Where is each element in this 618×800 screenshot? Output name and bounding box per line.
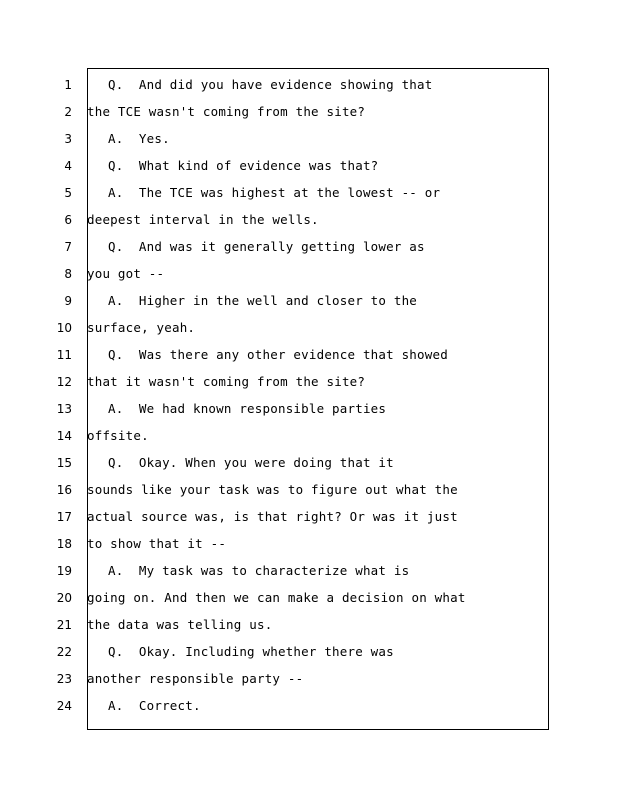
transcript-line [0,426,560,446]
line-text: Q. And did you have evidence showing that [108,77,433,92]
line-number: 11 [56,348,72,362]
line-text: another responsible party -- [87,671,304,686]
line-text: the data was telling us. [87,617,273,632]
line-number: 17 [56,510,72,524]
transcript-line [0,372,560,392]
line-text: going on. And then we can make a decision on what [87,590,466,605]
line-text: you got -- [87,266,165,281]
transcript-line [0,561,560,581]
line-text: A. Higher in the well and closer to the [108,293,418,308]
line-text: deepest interval in the wells. [87,212,319,227]
line-text: offsite. [87,428,149,443]
line-number: 6 [64,213,72,227]
transcript-line [0,615,560,635]
transcript-line [0,75,560,95]
line-number: 7 [64,240,72,254]
transcript-line [0,453,560,473]
line-text: A. The TCE was highest at the lowest -- or [108,185,441,200]
transcript-line [0,507,560,527]
line-number: 24 [56,699,72,713]
line-text: the TCE wasn't coming from the site? [87,104,366,119]
transcript-line [0,237,560,257]
line-number: 16 [56,483,72,497]
transcript-line [0,399,560,419]
line-number: 20 [56,591,72,605]
line-number: 13 [56,402,72,416]
line-number: 2 [64,105,72,119]
line-number: 5 [64,186,72,200]
transcript-line [0,318,560,338]
line-text: that it wasn't coming from the site? [87,374,366,389]
transcript-line [0,696,560,716]
line-number: 12 [56,375,72,389]
transcript-line [0,210,560,230]
transcript-line [0,669,560,689]
line-text: Q. Was there any other evidence that showed [108,347,448,362]
line-number: 3 [64,132,72,146]
line-number: 23 [56,672,72,686]
transcript-line [0,102,560,122]
line-number: 8 [64,267,72,281]
line-number: 18 [56,537,72,551]
transcript-line [0,588,560,608]
line-text: Q. And was it generally getting lower as [108,239,425,254]
line-text: A. My task was to characterize what is [108,563,410,578]
line-number: 9 [64,294,72,308]
line-text: A. Correct. [108,698,201,713]
line-text: Q. Okay. When you were doing that it [108,455,394,470]
transcript-line [0,129,560,149]
line-text: to show that it -- [87,536,227,551]
line-text: sounds like your task was to figure out what the [87,482,458,497]
transcript-line [0,264,560,284]
line-text: A. We had known responsible parties [108,401,387,416]
line-text: surface, yeah. [87,320,196,335]
transcript-line [0,480,560,500]
transcript-line [0,642,560,662]
transcript-line [0,345,560,365]
line-text: Q. Okay. Including whether there was [108,644,394,659]
transcript-line [0,183,560,203]
line-number: 1 [64,78,72,92]
line-text: actual source was, is that right? Or was it just [87,509,458,524]
line-text: Q. What kind of evidence was that? [108,158,379,173]
line-number: 21 [56,618,72,632]
transcript-line [0,534,560,554]
line-number: 4 [64,159,72,173]
line-text: A. Yes. [108,131,170,146]
line-number: 10 [56,321,72,335]
line-number: 19 [56,564,72,578]
transcript-line [0,156,560,176]
line-number: 15 [56,456,72,470]
line-number: 14 [56,429,72,443]
transcript-line [0,291,560,311]
line-number: 22 [56,645,72,659]
